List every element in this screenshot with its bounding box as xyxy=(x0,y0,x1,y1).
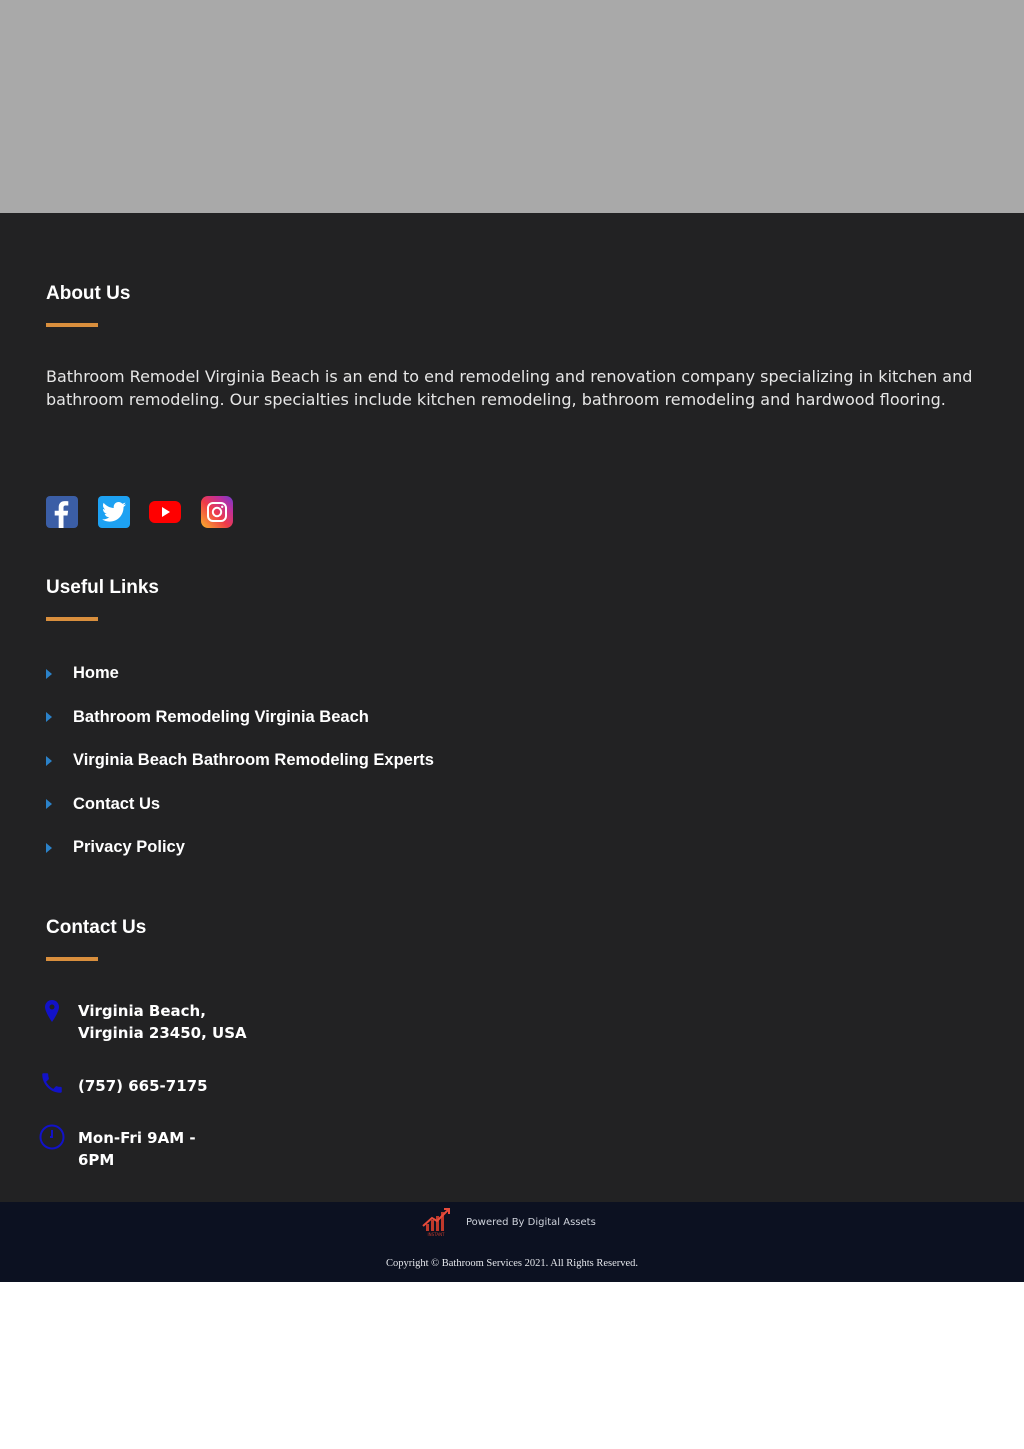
hours-line1: Mon-Fri 9AM - xyxy=(78,1129,196,1147)
contact-phone[interactable] xyxy=(38,1070,208,1097)
phone-icon xyxy=(38,1070,66,1096)
caret-right-icon xyxy=(46,843,52,853)
link-home[interactable]: Home xyxy=(73,664,119,683)
contact-heading: Contact Us xyxy=(46,917,147,938)
facebook-link[interactable] xyxy=(46,496,78,528)
link-item-contact-us[interactable] xyxy=(46,783,434,827)
svg-text:INSTANT: INSTANT xyxy=(427,1232,445,1237)
instagram-link[interactable] xyxy=(201,496,233,528)
youtube-icon xyxy=(149,500,181,524)
useful-links-list xyxy=(46,652,434,870)
useful-links-heading: Useful Links xyxy=(46,577,159,598)
map-marker-icon xyxy=(38,1000,66,1022)
contact-heading-underline xyxy=(46,957,98,961)
caret-right-icon xyxy=(46,712,52,722)
link-bathroom-remodeling[interactable]: Bathroom Remodeling Virginia Beach xyxy=(73,707,369,726)
instagram-icon xyxy=(206,501,228,523)
address-line2: Virginia 23450, USA xyxy=(78,1024,247,1042)
facebook-icon xyxy=(46,496,78,528)
youtube-link[interactable] xyxy=(149,496,181,528)
clock-icon xyxy=(38,1124,66,1150)
link-contact-us[interactable]: Contact Us xyxy=(73,794,161,813)
about-heading: About Us xyxy=(46,283,131,304)
about-text: Bathroom Remodel Virginia Beach is an end to end remodeling and renovation company specializing in kitchen and bathroom remodeling. Our specialties include kitchen remodeling, bathroom remodeling and hardwood flooring. xyxy=(46,367,973,409)
link-remodeling-experts[interactable]: Virginia Beach Bathroom Remodeling Experts xyxy=(73,751,434,770)
hours-line2: 6PM xyxy=(78,1151,115,1169)
copyright-text: Copyright © Bathroom Services 2021. All Rights Reserved. xyxy=(385,1258,639,1269)
caret-right-icon xyxy=(46,669,52,679)
top-banner-image xyxy=(0,0,1024,213)
link-item-home[interactable] xyxy=(46,652,434,696)
useful-links-underline xyxy=(46,617,98,621)
caret-right-icon xyxy=(46,756,52,766)
about-heading-underline xyxy=(46,323,98,327)
contact-hours xyxy=(38,1124,196,1171)
link-item-remodeling-experts[interactable] xyxy=(46,739,434,783)
powered-by-text[interactable]: Powered By Digital Assets xyxy=(466,1216,596,1228)
powered-by[interactable] xyxy=(420,1206,596,1238)
link-privacy-policy[interactable]: Privacy Policy xyxy=(73,838,185,857)
caret-right-icon xyxy=(46,799,52,809)
address-line1: Virginia Beach, xyxy=(78,1002,206,1020)
digital-assets-logo xyxy=(420,1206,452,1238)
twitter-link[interactable] xyxy=(98,496,130,528)
phone-number[interactable]: (757) 665-7175 xyxy=(78,1077,208,1095)
link-item-bathroom-remodeling[interactable] xyxy=(46,696,434,740)
link-item-privacy-policy[interactable] xyxy=(46,826,434,870)
contact-address xyxy=(38,1000,247,1044)
twitter-icon xyxy=(102,502,126,522)
